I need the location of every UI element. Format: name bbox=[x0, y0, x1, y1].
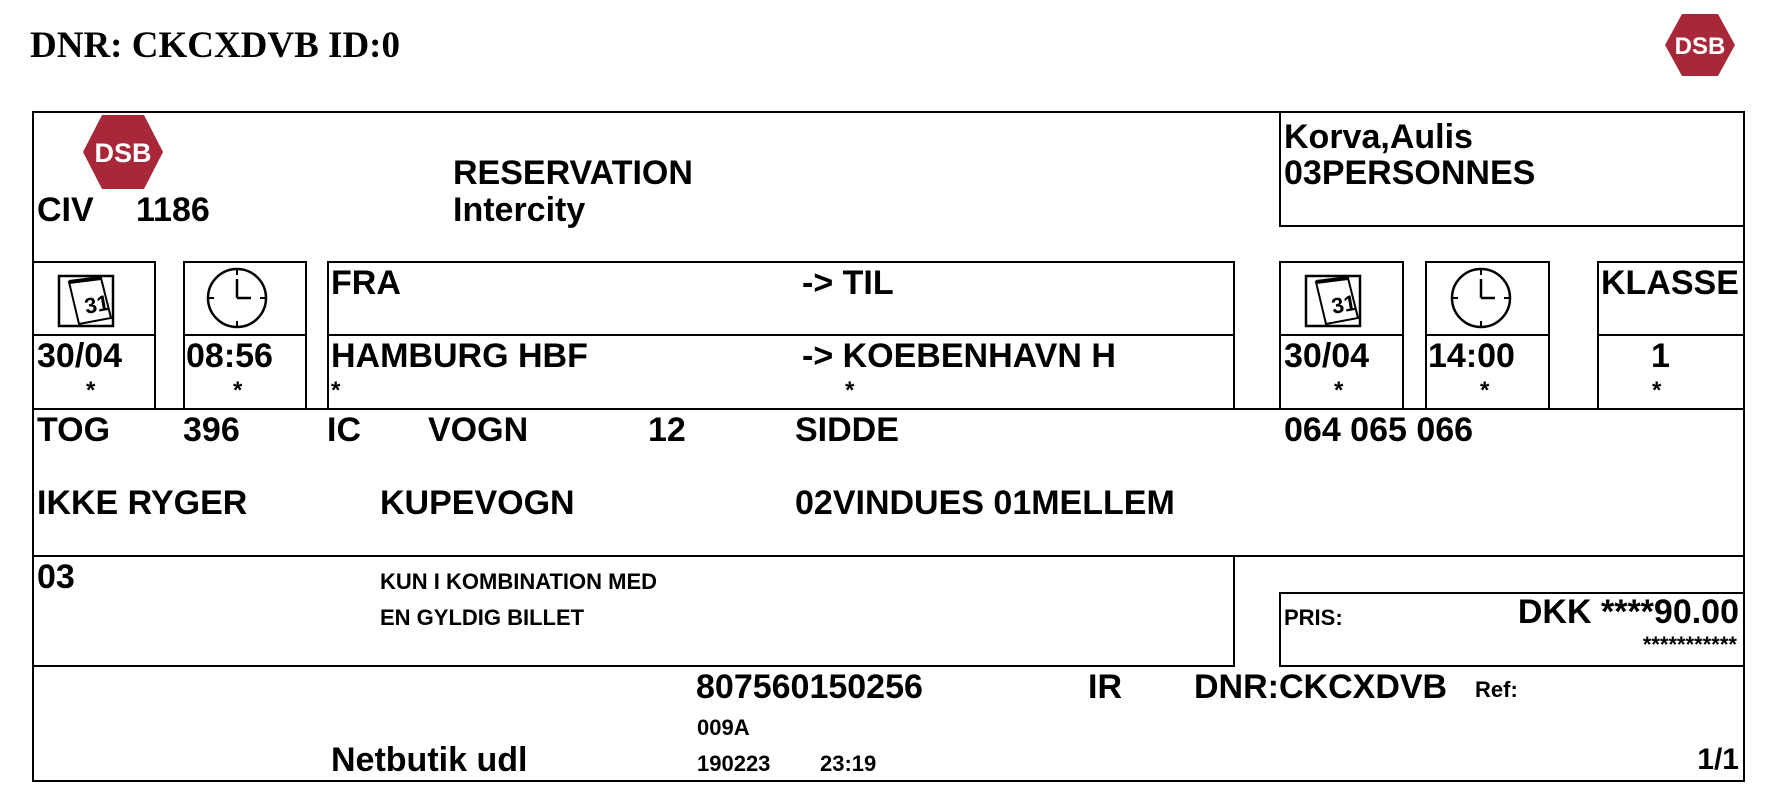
class-value: 1 bbox=[1651, 337, 1670, 375]
price-label: PRIS: bbox=[1284, 605, 1343, 630]
dep-date: 30/04 bbox=[37, 337, 123, 375]
dsb-logo bbox=[1664, 13, 1736, 77]
price-stars: *********** bbox=[1642, 632, 1737, 657]
smoking-info: IKKE RYGER bbox=[37, 484, 248, 522]
seat-numbers: 064 065 066 bbox=[1284, 411, 1474, 449]
section-divider bbox=[32, 408, 1745, 410]
ticket-type-subtitle: Intercity bbox=[453, 191, 586, 229]
note-line-2: EN GYLDIG BILLET bbox=[380, 605, 585, 630]
ticket-logo bbox=[82, 114, 164, 190]
ticket-type-title: RESERVATION bbox=[453, 154, 693, 192]
svg-text:31: 31 bbox=[1329, 289, 1359, 319]
from-station: HAMBURG HBF bbox=[331, 337, 588, 375]
arr-date: 30/04 bbox=[1284, 337, 1370, 375]
note-line-1: KUN I KOMBINATION MED bbox=[380, 569, 658, 594]
clock-icon bbox=[1448, 265, 1514, 331]
from-label: FRA bbox=[331, 264, 401, 302]
seat-label: SIDDE bbox=[795, 411, 899, 449]
passenger-count: 03PERSONNES bbox=[1284, 154, 1536, 192]
clock-icon bbox=[204, 265, 270, 331]
coach-number: 12 bbox=[648, 411, 686, 449]
issue-date: 190223 bbox=[697, 751, 771, 776]
dep-time: 08:56 bbox=[186, 337, 273, 375]
svg-text:31: 31 bbox=[82, 289, 112, 319]
divider bbox=[1425, 334, 1550, 336]
star-mark: * bbox=[1652, 377, 1662, 404]
page-title: DNR: CKCXDVB ID:0 bbox=[30, 25, 400, 66]
star-mark: * bbox=[1480, 377, 1490, 404]
divider bbox=[32, 334, 156, 336]
train-number: 396 bbox=[183, 411, 240, 449]
to-label: -> TIL bbox=[802, 264, 894, 302]
train-label: TOG bbox=[37, 411, 111, 449]
price-value: DKK ****90.00 bbox=[1517, 593, 1739, 631]
star-mark: * bbox=[1334, 377, 1344, 404]
seat-positions: 02VINDUES 01MELLEM bbox=[795, 484, 1175, 522]
coach-label: VOGN bbox=[428, 411, 529, 449]
divider bbox=[1597, 334, 1745, 336]
ticket-code: CIV bbox=[37, 191, 94, 229]
star-mark: * bbox=[86, 377, 96, 404]
passenger-name: Korva,Aulis bbox=[1284, 118, 1473, 156]
train-type: IC bbox=[327, 411, 361, 449]
section-divider bbox=[32, 665, 1235, 667]
arr-time: 14:00 bbox=[1428, 337, 1515, 375]
to-station: -> KOEBENHAVN H bbox=[802, 337, 1116, 375]
coach-type: KUPEVOGN bbox=[380, 484, 575, 522]
divider bbox=[183, 334, 307, 336]
star-mark: * bbox=[331, 377, 341, 404]
vertical-divider bbox=[1233, 555, 1235, 667]
count: 03 bbox=[37, 558, 75, 596]
star-mark: * bbox=[845, 377, 855, 404]
ref-label: Ref: bbox=[1475, 677, 1518, 702]
ir-label: IR bbox=[1088, 668, 1122, 706]
star-mark: * bbox=[233, 377, 243, 404]
ticket-logo-text: DSB bbox=[94, 138, 152, 168]
section-divider bbox=[32, 555, 1745, 557]
calendar-icon bbox=[55, 268, 121, 330]
code-2: 009A bbox=[697, 715, 750, 740]
calendar-icon bbox=[1302, 268, 1368, 330]
page-number: 1/1 bbox=[1697, 743, 1739, 776]
divider bbox=[1279, 334, 1404, 336]
sales-channel: Netbutik udl bbox=[331, 741, 528, 779]
issue-time: 23:19 bbox=[820, 751, 877, 776]
dnr-code: DNR:CKCXDVB bbox=[1194, 668, 1448, 706]
logo-text: DSB bbox=[1674, 33, 1726, 60]
ticket-code-number: 1186 bbox=[136, 191, 210, 229]
divider bbox=[327, 334, 1235, 336]
ticket-number: 807560150256 bbox=[696, 668, 923, 706]
class-label: KLASSE bbox=[1601, 264, 1739, 302]
